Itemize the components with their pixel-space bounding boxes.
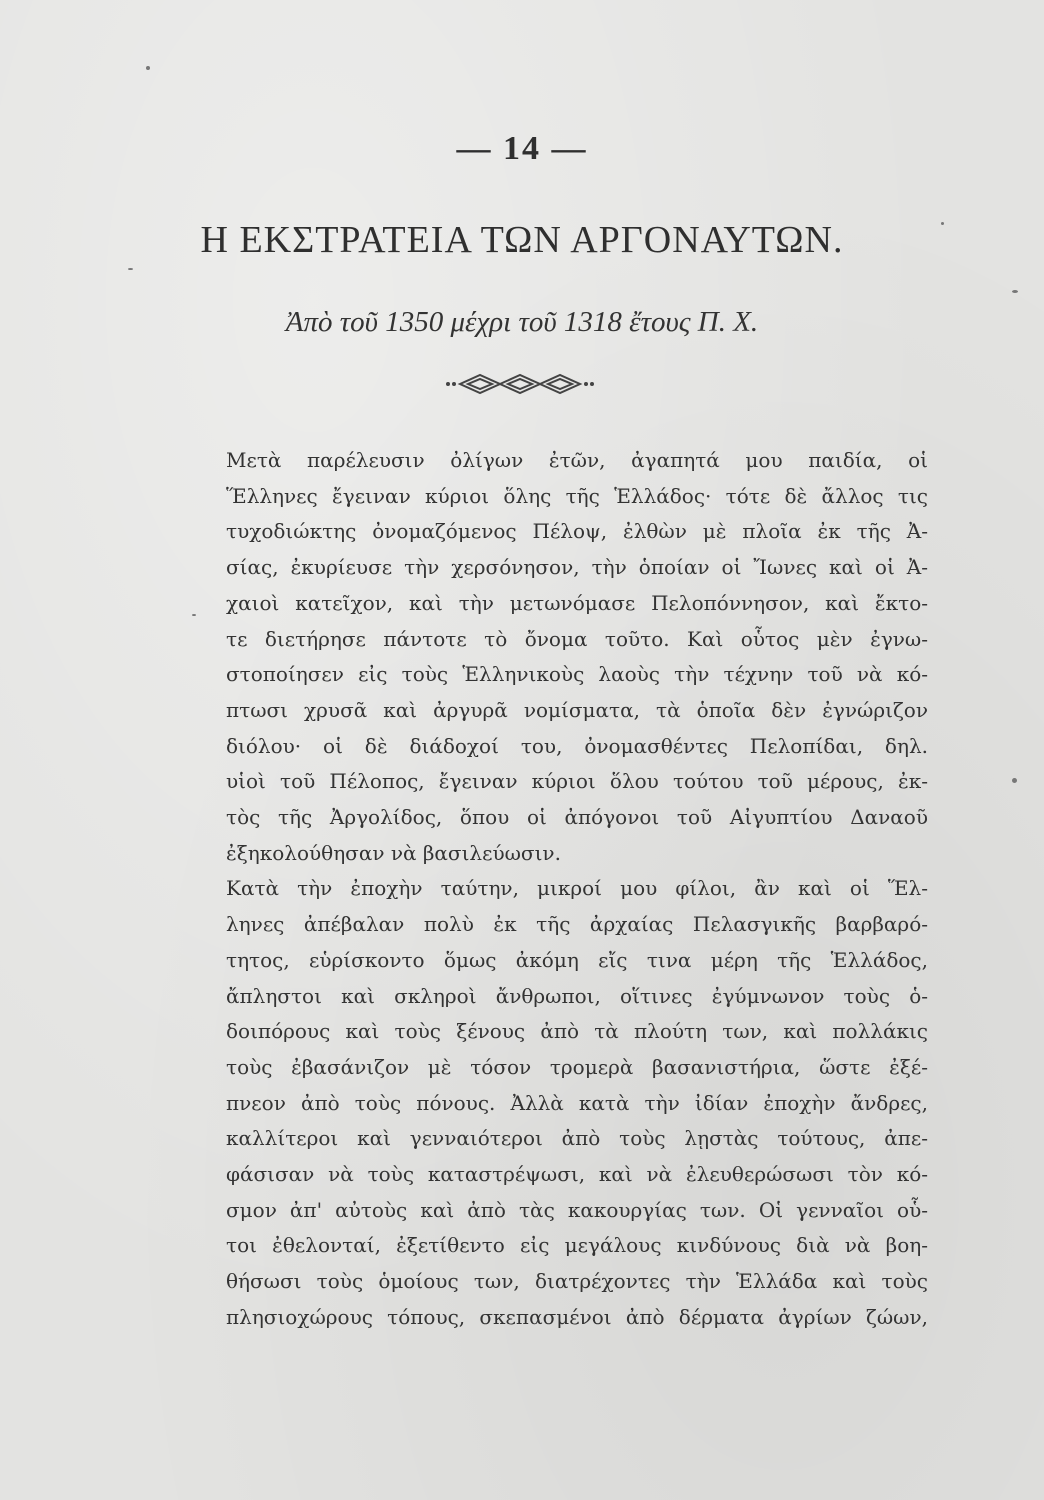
- paper-speck: [1012, 290, 1018, 293]
- text-line: στοποίησεν εἰς τοὺς Ἑλληνικοὺς λαοὺς τὴν τέχνην τοῦ νὰ κό-: [226, 662, 928, 687]
- text-line: φάσισαν νὰ τοὺς καταστρέψωσι, καὶ νὰ ἐλευθερώσωσι τὸν κό-: [226, 1162, 928, 1187]
- text-line: τυχοδιώκτης ὀνομαζόμενος Πέλοψ, ἐλθὼν μὲ πλοῖα ἐκ τῆς Ἀ-: [226, 519, 928, 544]
- chapter-title: Η ΕΚΣΤΡΑΤΕΙΑ ΤΩΝ ΑΡΓΟΝΑΥΤΩΝ.: [200, 219, 844, 261]
- paragraph-1: [226, 443, 928, 871]
- text-line: δοιπόρους καὶ τοὺς ξένους ἀπὸ τὰ πλούτη των, καὶ πολλάκις: [226, 1019, 928, 1044]
- text-line: πτωσι χρυσᾶ καὶ ἀργυρᾶ νομίσματα, τὰ ὁποῖα δὲν ἐγνώριζον: [226, 697, 928, 722]
- text-line: ἐξηκολούθησαν νὰ βασιλεύωσιν.: [226, 840, 561, 865]
- text-line: σίας, ἐκυρίευσε τὴν χερσόνησον, τὴν ὁποίαν οἱ Ἴωνες καὶ οἱ Ἀ-: [226, 555, 928, 580]
- paper-speck: [941, 222, 944, 225]
- text-line: ἄπληστοι καὶ σκληροὶ ἄνθρωποι, οἵτινες ἐγύμνωνον τοὺς ὁ-: [226, 983, 928, 1008]
- body-text: [226, 443, 928, 1336]
- page-number: — 14 —: [456, 130, 588, 167]
- paragraph-2: [226, 871, 928, 1335]
- text-line: τητος, εὑρίσκοντο ὅμως ἀκόμη εἴς τινα μέρη τῆς Ἑλλάδος,: [226, 947, 928, 972]
- text-line: τε διετήρησε πάντοτε τὸ ὄνομα τοῦτο. Καὶ οὗτος μὲν ἐγνω-: [226, 626, 928, 651]
- text-line: θήσωσι τοὺς ὁμοίους των, διατρέχοντες τὴν Ἑλλάδα καὶ τοὺς: [226, 1269, 928, 1294]
- text-line: διόλου· οἱ δὲ διάδοχοί του, ὀνομασθέντες Πελοπίδαι, δηλ.: [226, 733, 928, 758]
- text-line: Κατὰ τὴν ἐποχὴν ταύτην, μικροί μου φίλοι, ἂν καὶ οἱ Ἕλ-: [226, 876, 928, 901]
- text-line: καλλίτεροι καὶ γενναιότεροι ἀπὸ τοὺς λῃστὰς τούτους, ἀπε-: [226, 1126, 928, 1151]
- paper-speck: [1012, 778, 1017, 783]
- text-line: τὸς τῆς Ἀργολίδος, ὅπου οἱ ἀπόγονοι τοῦ Αἰγυπτίου Δαναοῦ: [226, 805, 928, 830]
- text-line: σμον ἀπ' αὐτοὺς καὶ ἀπὸ τὰς κακουργίας των. Οἱ γενναῖοι οὗ-: [226, 1197, 928, 1222]
- text-line: πλησιοχώρους τόπους, σκεπασμένοι ἀπὸ δέρματα ἀγρίων ζώων,: [226, 1304, 928, 1329]
- text-line: τοὺς ἐβασάνιζον μὲ τόσον τρομερὰ βασανιστήρια, ὥστε ἐξέ-: [226, 1054, 928, 1079]
- diamond-ornament-icon: [0, 372, 1044, 396]
- paper-speck: [192, 614, 196, 616]
- paper-speck: [128, 268, 133, 270]
- text-line: ληνες ἀπέβαλαν πολὺ ἐκ τῆς ἀρχαίας Πελασγικῆς βαρβαρό-: [226, 912, 928, 937]
- paper-speck: [146, 66, 150, 70]
- text-line: Ἕλληνες ἔγειναν κύριοι ὅλης τῆς Ἑλλάδος· τότε δὲ ἄλλος τις: [226, 483, 928, 508]
- text-line: Μετὰ παρέλευσιν ὀλίγων ἐτῶν, ἀγαπητά μου παιδία, οἱ: [226, 448, 928, 472]
- text-line: πνεον ἀπὸ τοὺς πόνους. Ἀλλὰ κατὰ τὴν ἰδίαν ἐποχὴν ἄνδρες,: [226, 1090, 928, 1115]
- text-line: τοι ἐθελονταί, ἐξετίθεντο εἰς μεγάλους κινδύνους διὰ νὰ βοη-: [226, 1233, 928, 1258]
- text-line: υἱοὶ τοῦ Πέλοπος, ἔγειναν κύριοι ὅλου τούτου τοῦ μέρους, ἐκ-: [226, 769, 928, 794]
- chapter-subtitle: Ἀπὸ τοῦ 1350 μέχρι τοῦ 1318 ἔτους Π. Χ.: [285, 306, 759, 338]
- text-line: χαιοὶ κατεῖχον, καὶ τὴν μετωνόμασε Πελοπόννησον, καὶ ἔκτο-: [226, 590, 928, 615]
